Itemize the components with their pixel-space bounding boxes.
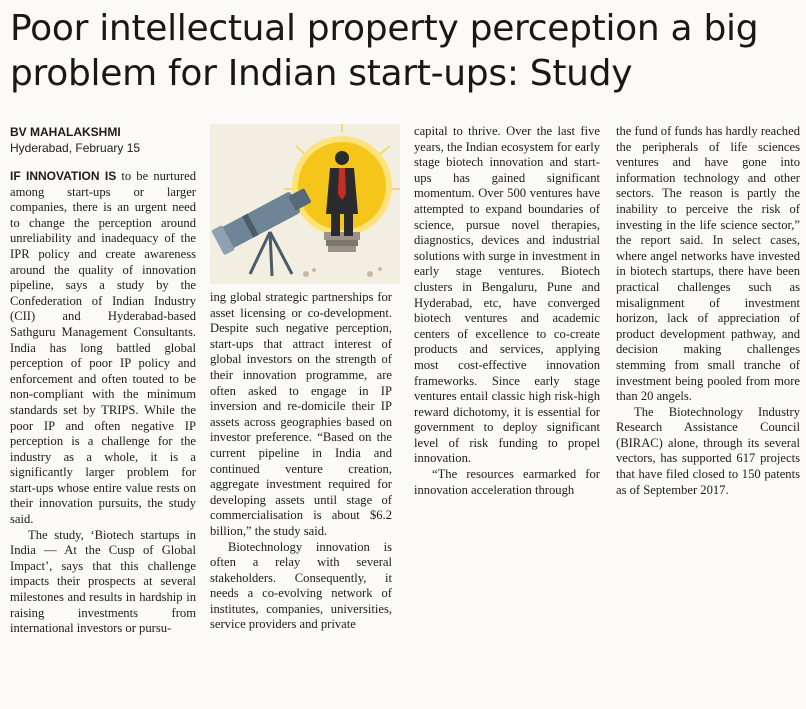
paragraph: The Biotechnology Industry Research Assistance Council (BIRAC) alone, through its several vectors, has supported 617 projects that have filed closed to 150 patents as of September 2017. — [616, 404, 800, 497]
headline: Poor intellectual property perception a big problem for Indian start-ups: Study — [10, 8, 759, 94]
businessman-telescope-lightbulb-icon — [210, 124, 400, 284]
paragraph: ing global strategic partnerships for asset licensing or co-development. Despite such negative perception, start-ups that attract interest of global investors on the strength of their innovation programme, are often asked to engage in IP inversion and re-domicile their IP assets across geographies based on investor preference. “Based on the current pipeline in India and continued venture creation, aggregate investment required for developing assets until stage of commercialisation is about $6.2 billion,” the study said. — [210, 290, 392, 538]
dateline: Hyderabad, February 15 — [10, 141, 141, 155]
article-column-3 — [414, 124, 600, 498]
article-column-4 — [616, 124, 800, 498]
article-column-2 — [210, 290, 392, 633]
paragraph: The study, ‘Biotech startups in India — At the Cusp of Global Impact’, says that this challenge impacts their prospects at several milestones and results in hardship in raising investments from international investors or pursu- — [10, 527, 196, 636]
article-column-1 — [10, 169, 196, 637]
byline — [10, 124, 206, 156]
paragraph-text: to be nurtured among start-ups or larger companies, there is an urgent need to change the perception around unreliability and inadequacy of the IPR policy and create awareness around the quality of innovation pipeline, says a study by the Confederation of Indian Industry (CII) and Hyderabad-based Sathguru Management Consultants. India has long battled global perception of poor IP policy and enforcement and often touted to be non-compliant with the minimum standards set by TRIPS. While the poor IP and often negative IP perception is a challenge for the industry as a whole, it is a significantly larger problem for start-ups whose entire value rests on their innovation pursuits, the study said. — [10, 169, 196, 527]
lead-in: IF INNOVATION IS — [10, 169, 117, 183]
paragraph — [10, 169, 196, 528]
author-name: BV MAHALAKSHMI — [10, 125, 121, 139]
paragraph: the fund of funds has hardly reached the peripherals of life sciences ventures and have gone into information technology and other sectors. The reason is partly the inability to perceive the risk of investing in the life science sector,” the report said. In select cases, where angel networks have invested in biotech startups, there have been practical challenges such as misalignment of investment horizon, lack of appreciation of product development pathway, and decision making challenges stemming from small tranche of investment being pooled from more than 20 angels. — [616, 124, 800, 404]
paragraph: capital to thrive. Over the last five years, the Indian ecosystem for early stage biotech innovation and start-ups has gained significant momentum. Over 500 ventures have attempted to expand boundaries of science, pursue novel therapies, diagnostics, devices and industrial solutions with surge in investment in early stage ventures. Biotech clusters in Bengaluru, Pune and Hyderabad, etc, have converged biotech ventures and academic centers of excellence to co-create products and services, applying most cost-effective innovation frameworks. Since early stage ventures entail classic high risk-high reward dichotomy, it is essential for government to deploy significant level of risk funding to propel innovation. — [414, 124, 600, 466]
paragraph: “The resources earmarked for innovation acceleration through — [414, 467, 600, 497]
paragraph: Biotechnology innovation is often a relay with several stakeholders. Consequently, it needs a co-evolving network of institutes, companies, universities, service providers and private — [210, 539, 392, 632]
